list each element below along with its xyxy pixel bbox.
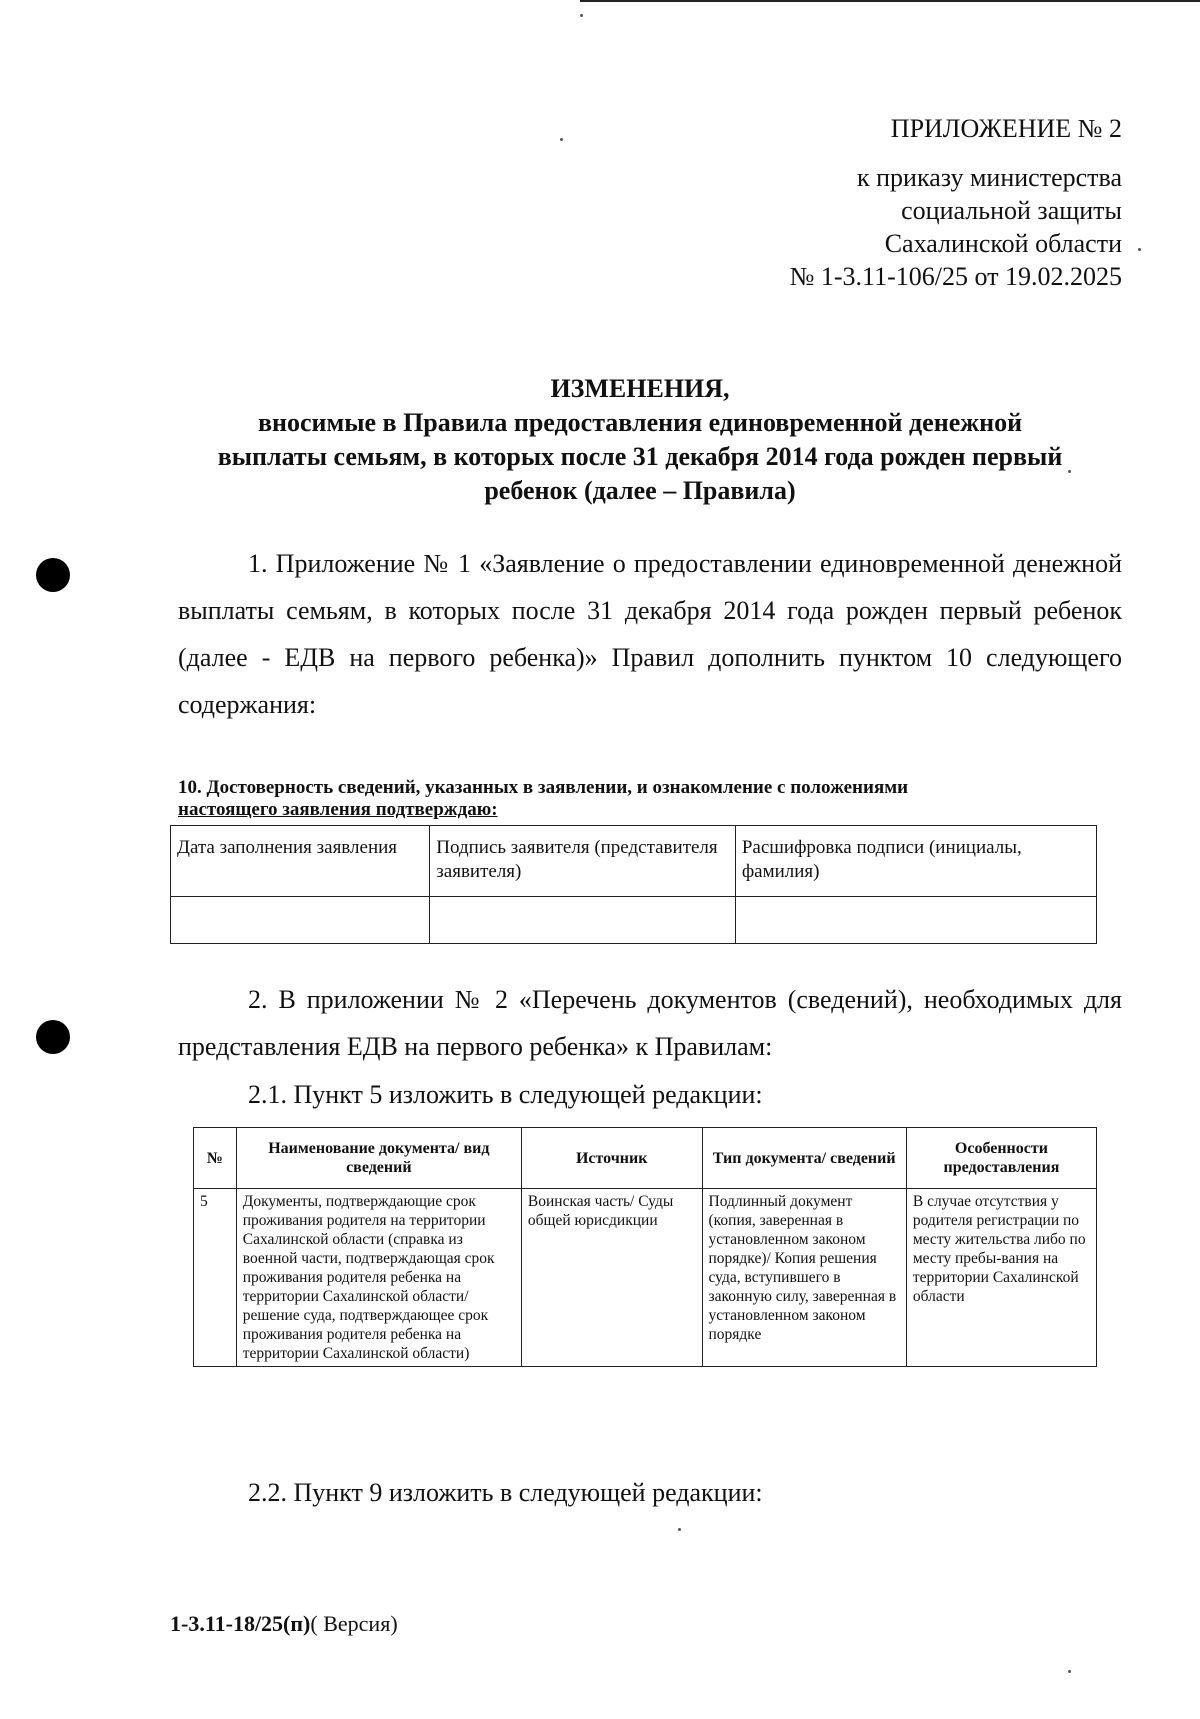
signature-table-cell <box>735 897 1096 944</box>
scan-speck <box>1068 1670 1071 1673</box>
scan-speck <box>560 138 563 141</box>
title-heading: ИЗМЕНЕНИЯ, <box>550 374 730 403</box>
documents-table-cell: Воинская часть/ Суды общей юрисдикции <box>521 1189 702 1367</box>
order-reference-line: социальной защиты <box>901 196 1122 225</box>
signature-table-cell <box>171 897 430 944</box>
signature-table-cell <box>430 897 736 944</box>
item-2-text: 2. В приложении № 2 «Перечень документов (сведений), необходимых для представления ЕДВ на первого ребенка» к Правилам: <box>178 985 1122 1061</box>
section-10-caption-line: 10. Достоверность сведений, указанных в заявлении, и ознакомление с положениями <box>178 777 909 798</box>
order-number-date: № 1-3.11-106/25 от 19.02.2025 <box>789 262 1122 291</box>
annex-header <box>790 112 1122 293</box>
document-footer <box>170 1611 398 1637</box>
item-1-paragraph <box>178 540 1122 728</box>
signature-table <box>170 825 1097 944</box>
documents-table <box>193 1127 1097 1367</box>
scan-speck <box>678 1528 681 1531</box>
scan-speck <box>1138 248 1141 251</box>
order-reference-line: к приказу министерства <box>857 163 1122 192</box>
documents-table-cell: Документы, подтверждающие срок проживания родителя на территории Сахалинской области (справка из военной части, подтверждающая срок проживания родителя ребенка на территории Сахалинской области/ решение суда, подтверждающее срок проживания родителя ребенка на территории Сахалинской области) <box>236 1189 521 1367</box>
signature-table-header: Подпись заявителя (представителя заявителя) <box>430 826 736 897</box>
documents-table-header: Источник <box>521 1128 702 1189</box>
documents-table-header: Особенности предоставления <box>906 1128 1096 1189</box>
documents-table-cell: 5 <box>194 1189 237 1367</box>
item-1-text: 1. Приложение № 1 «Заявление о предоставлении единовременной денежной выплаты семьям, в которых после 31 декабря 2014 года рожден первый ребенок (далее - ЕДВ на первого ребенка)» Правил дополнить пунктом 10 следующего содержания: <box>178 549 1122 719</box>
footer-doc-number: 1-3.11-18/25(п) <box>170 1611 311 1636</box>
documents-table-cell: Подлинный документ (копия, заверенная в установленном законом порядке)/ Копия решения суда, вступившего в законную силу, заверенная в установленном законом порядке <box>702 1189 906 1367</box>
document-title <box>160 372 1120 508</box>
documents-table-header: № <box>194 1128 237 1189</box>
title-subtitle-line: выплаты семьям, в которых после 31 декабря 2014 года рожден первый <box>217 442 1063 471</box>
item-2-paragraph <box>178 976 1122 1070</box>
documents-table-cell: В случае отсутствия у родителя регистрации по месту жительства либо по месту пребы-вания на территории Сахалинской области <box>906 1189 1096 1367</box>
scan-top-edge <box>580 0 1200 2</box>
item-2-1-text: 2.1. Пункт 5 изложить в следующей редакции: <box>248 1080 763 1109</box>
signature-table-header: Расшифровка подписи (инициалы, фамилия) <box>735 826 1096 897</box>
title-subtitle-line: ребенок (далее – Правила) <box>484 476 796 505</box>
section-10-caption-line: настоящего заявления подтверждаю: <box>178 799 498 820</box>
documents-table-header: Тип документа/ сведений <box>702 1128 906 1189</box>
section-10-caption <box>178 777 1048 821</box>
signature-table-header: Дата заполнения заявления <box>171 826 430 897</box>
footer-version: ( Версия) <box>310 1611 398 1636</box>
order-reference-line: Сахалинской области <box>884 229 1122 258</box>
title-subtitle-line: вносимые в Правила предоставления единовременной денежной <box>257 408 1023 437</box>
documents-table-header: Наименование документа/ вид сведений <box>236 1128 521 1189</box>
annex-title: ПРИЛОЖЕНИЕ № 2 <box>890 114 1122 143</box>
punch-hole-mark <box>36 558 70 592</box>
punch-hole-mark <box>36 1020 70 1054</box>
scan-speck <box>580 14 583 17</box>
item-2-2-text: 2.2. Пункт 9 изложить в следующей редакции: <box>248 1478 763 1507</box>
